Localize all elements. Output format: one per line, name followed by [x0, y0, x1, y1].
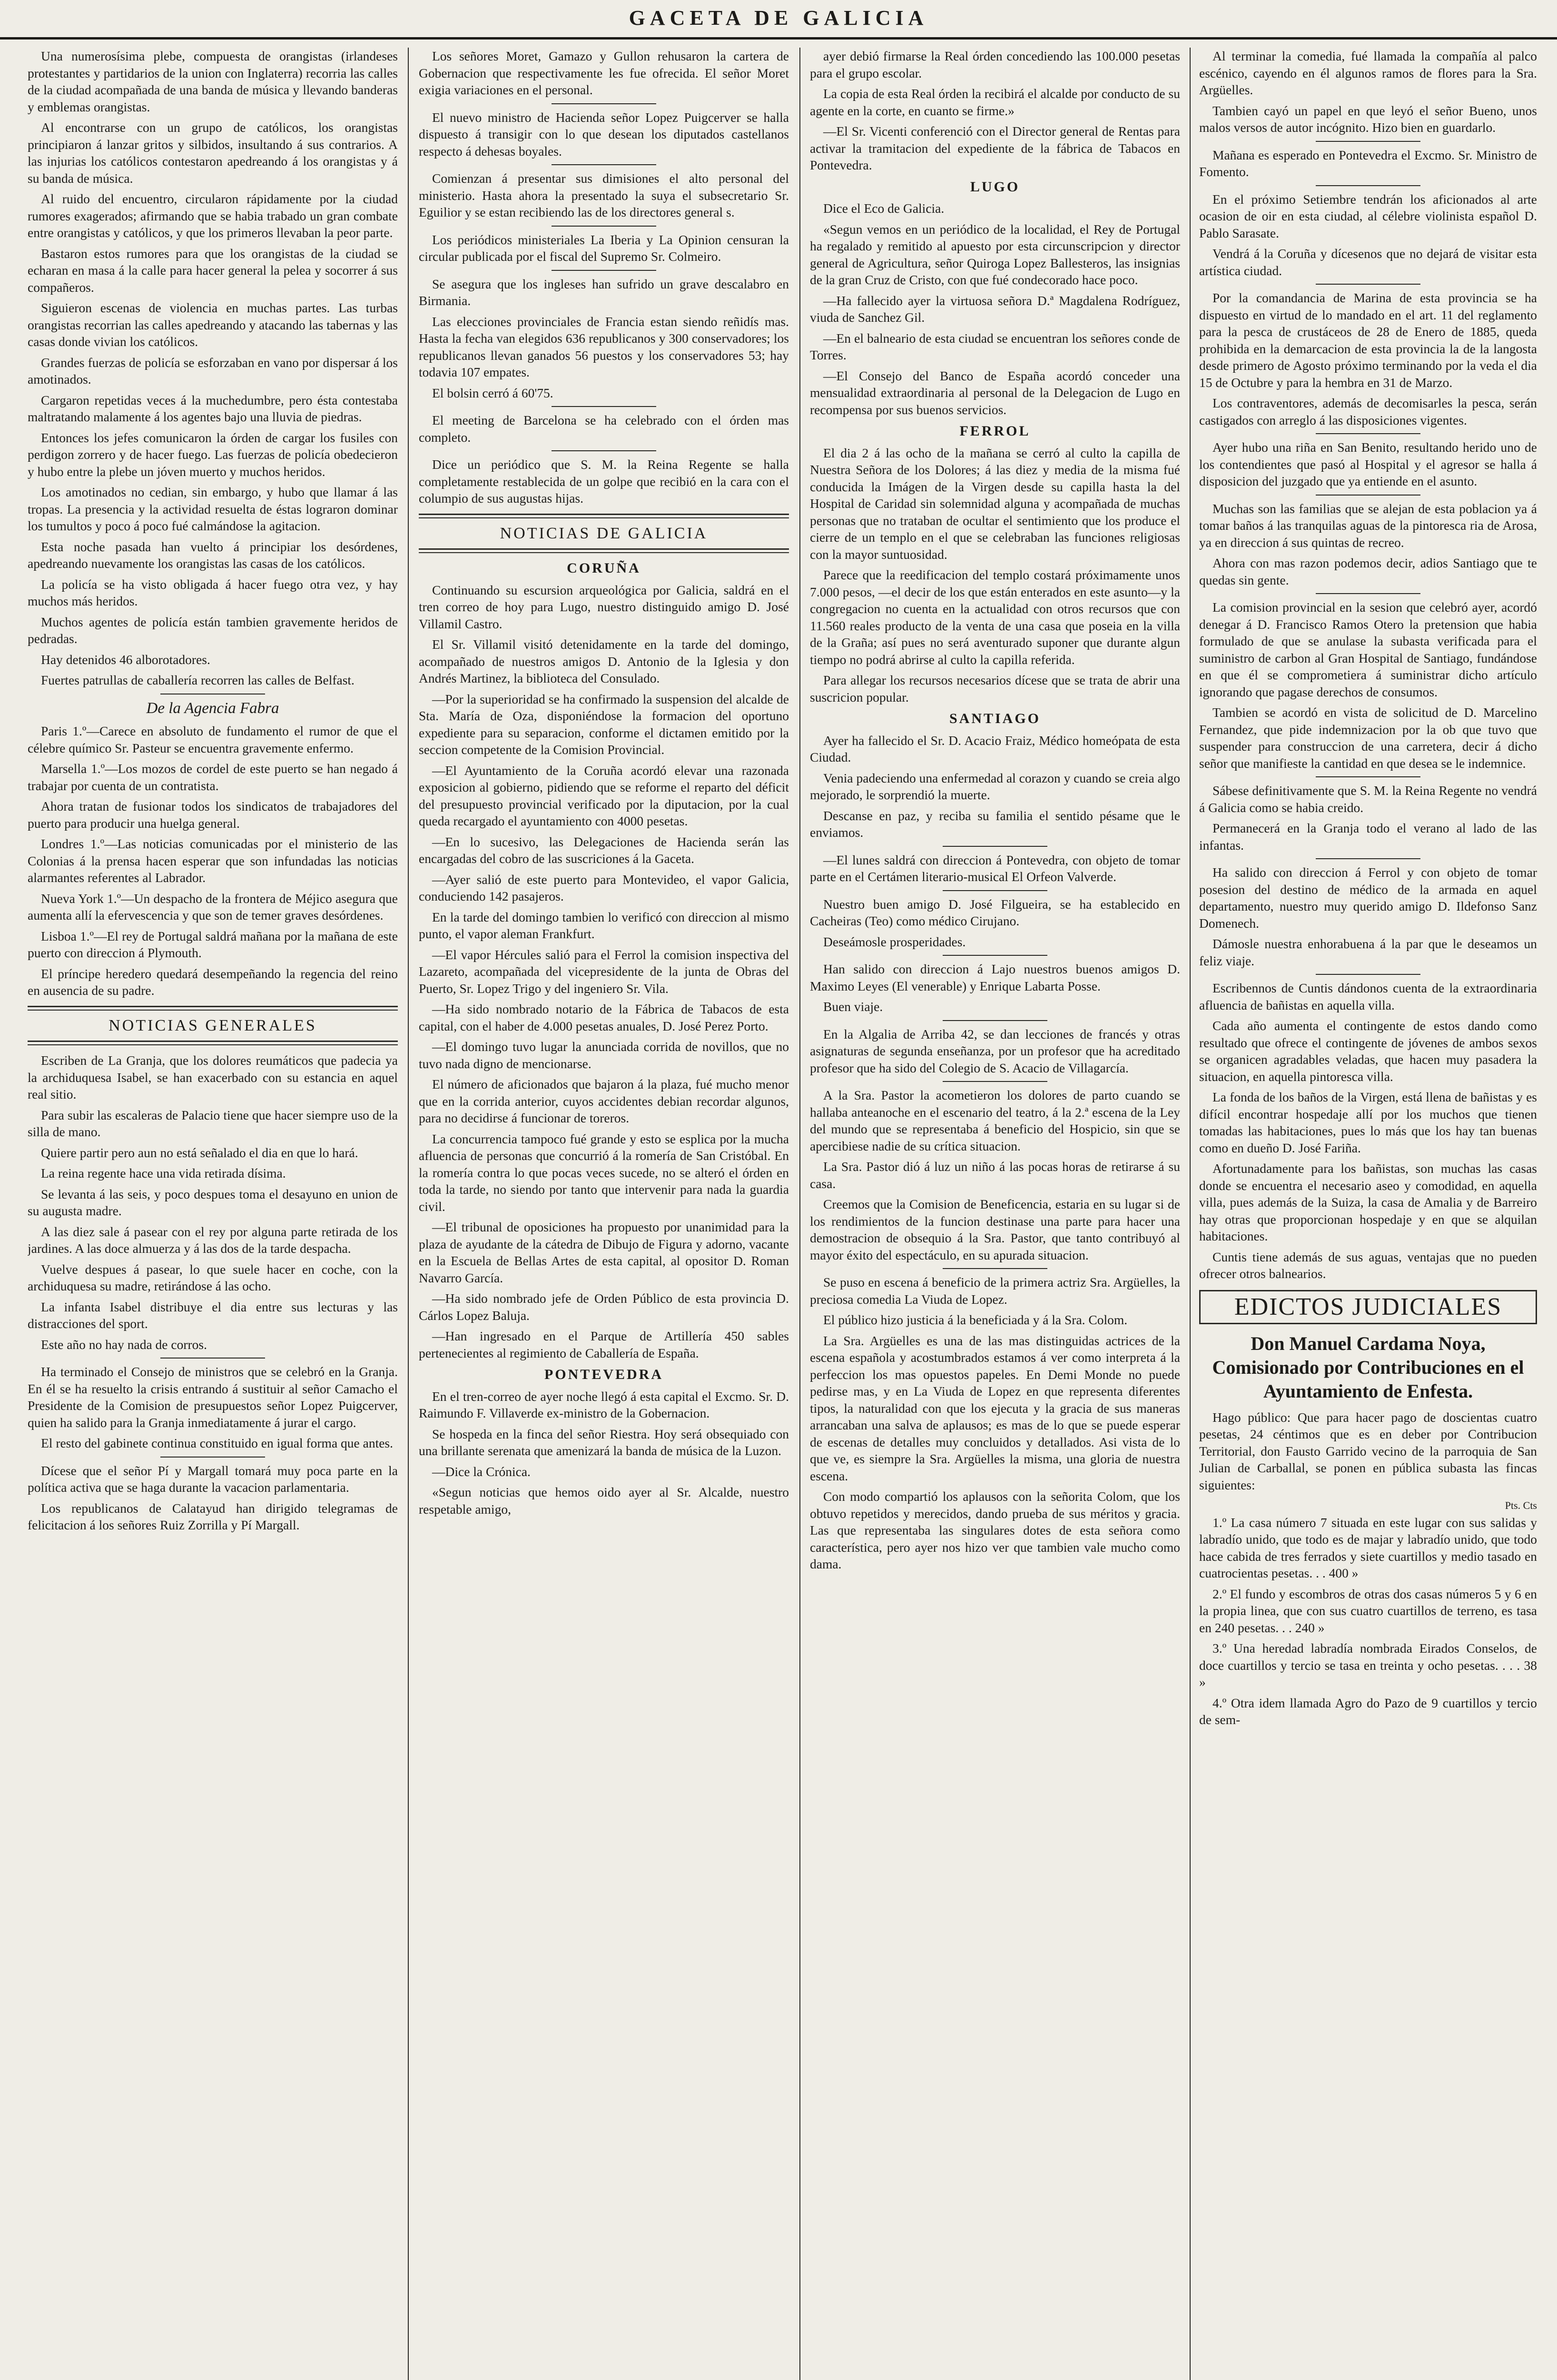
paragraph: Muchos agentes de policía están tambien gravemente heridos de pedradas. [28, 614, 398, 646]
paragraph: —Ha fallecido ayer la virtuosa señora D.ª Magdalena Rodríguez, viuda de Sanchez Gil. [810, 293, 1180, 325]
paragraph: En el tren-correo de ayer noche llegó á esta capital el Excmo. Sr. D. Raimundo F. Villaverde ex-ministro de la Gobernacion. [419, 1388, 789, 1420]
section-heading-santiago: SANTIAGO [949, 711, 1041, 726]
paragraph: Bastaron estos rumores para que los orangistas de la ciudad se echaran en masa á la calle para hacer general la pelea y socorrer á sus compañeros. [28, 246, 398, 295]
paragraph: Los republicanos de Calatayud han dirigido telegramas de felicitacion á los señores Ruiz Zorrilla y Pí Margall. [28, 1500, 398, 1532]
paragraph: Las elecciones provinciales de Francia estan siendo reñidís mas. Hasta la fecha van elegidos 636 republicanos y 300 conservadores; los republicanos llevan ganados 56 puestos y los conservadores 53; hay todavia 107 empates. [419, 314, 789, 379]
paragraph: Cargaron repetidas veces á la muchedumbre, pero ésta contestaba maltratando malamente á los agentes bajo una lluvia de piedras. [28, 392, 398, 424]
paragraph: Creemos que la Comision de Beneficencia, estaria en su lugar si de los rendimientos de la funcion destinase una parte para hacer una demostracion de obsequio á la Sra. Pastor, que tanto contribuyó al mayor éxito del espectáculo, en su apurada situacion. [810, 1197, 1180, 1262]
paragraph: Con modo compartió los aplausos con la señorita Colom, que los obtuvo repetidos y merecidos, dando prueba de sus méritos y gracia. Las que representaba las singulares dotes de esta señora como característica, pero ayer nos hizo ver que tambien vale mucho como dama. [810, 1489, 1180, 1571]
paragraph: —Ha sido nombrado notario de la Fábrica de Tabacos de esta capital, con el haber de 4.000 pesetas anuales, D. José Perez Porto. [419, 1002, 789, 1033]
list-item: 3.º Una heredad labradía nombrada Eirados Conselos, de doce cuartillos y tercio se tasa en treinta y ocho pesetas. . . . 38 » [1199, 1641, 1537, 1689]
paragraph: «Segun noticias que hemos oido ayer al Sr. Alcalde, nuestro respetable amigo, [419, 1485, 789, 1517]
paragraph: —El Consejo del Banco de España acordó conceder una mensualidad extraordinaria al personal de la Delegacion de Lugo en recompensa por sus buenos servicios. [810, 368, 1180, 417]
paragraph: Londres 1.º—Las noticias comunicadas por el ministerio de las Colonias á la prensa hacen esperar que son infundadas las noticias alarmantes referentes al Labrador. [28, 836, 398, 885]
paragraph: Descanse en paz, y reciba su familia el sentido pésame que le enviamos. [810, 808, 1180, 840]
section-divider [1316, 284, 1420, 285]
paragraph: La infanta Isabel distribuye el dia entre sus lecturas y las distracciones del sport. [28, 1299, 398, 1331]
notice-title: Don Manuel Cardama Noya, Comisionado por Contribuciones en el Ayuntamiento de Enfesta. [1212, 1332, 1524, 1402]
paragraph: El dia 2 á las ocho de la mañana se cerró al culto la capilla de Nuestra Señora de los Dolores; á las diez y media de la misma fué conducida la Imágen de la Virgen desde su capilla hasta la del Hospital de Caridad sin solemnidad alguna y acompañada de muchas personas que no trataban de ocultar el sentimiento que los produce el cierre de un templo en el que se celebraban las funciones religiosas con la mayor suntuosidad. [810, 445, 1180, 562]
paragraph: Muchas son las familias que se alejan de esta poblacion ya á tomar baños á las tranquilas aguas de la pintoresca ria de Arosa, ya en direccion á sus quintas de recreo. [1199, 501, 1537, 550]
paragraph: El público hizo justicia á la beneficiada y á la Sra. Colom. [823, 1312, 1128, 1327]
section-divider [552, 226, 656, 227]
paragraph: El Sr. Villamil visitó detenidamente en la tarde del domingo, acompañado de nuestros amigos D. Antonio de la Iglesia y don Andrés Martinez, la biblioteca del Consulado. [419, 637, 789, 685]
paragraph: Al terminar la comedia, fué llamada la compañía al palco escénico, cayendo en él algunos ramos de flores para la Sra. Argüelles. [1199, 49, 1537, 97]
paragraph: Los señores Moret, Gamazo y Gullon rehusaron la cartera de Gobernacion que respectivamente les fue ofrecida. El señor Moret exigia variaciones en el personal. [419, 49, 789, 97]
paragraph: «Segun vemos en un periódico de la localidad, el Rey de Portugal ha regalado y remitido al apuesto por esta circunscripcion y director general de Agricultura, señor Quiroga Lopez Ballesteros, las insignias de la gran Cruz de Cristo, con que fué condecorado hace poco. [810, 221, 1180, 287]
paragraph: Al encontrarse con un grupo de católicos, los orangistas principiaron á lanzar gritos y silbidos, insultando á sus contrarios. A las injurias los católicos contestaron apedreando á los orangistas y á su banda de música. [28, 120, 398, 186]
paragraph: Hago público: Que para hacer pago de doscientas cuatro pesetas, 24 céntimos que es en deber por Contribucion Territorial, don Fausto Garrido vecino de la parroquia de San Julian de Carballal, se ponen en pública subasta las fincas siguientes: [1199, 1409, 1537, 1492]
paragraph: Escriben de La Granja, que los dolores reumáticos que padecia ya la archiduquesa Isabel, se han exacerbado con su estancia en aquel real sitio. [28, 1053, 398, 1101]
paragraph: Vuelve despues á pasear, lo que suele hacer en coche, con la archiduquesa su madre, retirándose á las ocho. [28, 1261, 398, 1293]
paragraph: Se hospeda en la finca del señor Riestra. Hoy será obsequiado con una brillante serenata que amenizará la banda de música de la Luzon. [419, 1426, 789, 1458]
paragraph: Los amotinados no cedian, sin embargo, y hubo que llamar á las tropas. La presencia y la actividad resuelta de éstas lograron dominar los tumultos y poco á poco fué calmándose la agitacion. [28, 485, 398, 533]
section-heading-fabra: De la Agencia Fabra [146, 699, 279, 717]
list-item: 2.º El fundo y escombros de otras dos casas números 5 y 6 en la propia linea, que con sus cuatro cuartillos de terreno, es tasa en 240 pesetas. . . 240 » [1199, 1586, 1537, 1635]
paragraph: Se levanta á las seis, y poco despues toma el desayuno en union de su augusta madre. [28, 1186, 398, 1218]
paragraph: —El vapor Hércules salió para el Ferrol la comision inspectiva del Lazareto, acompañada del vicepresidente de la junta de Obras del Puerto, Sr. Lopez Trigo y del ingeniero Sr. Vila. [419, 947, 789, 996]
paragraph: Siguieron escenas de violencia en muchas partes. Las turbas orangistas recorrian las calles apedreando y atacando las tabernas y las casas donde vivian los católicos. [28, 300, 398, 349]
paragraph: —En el balneario de esta ciudad se encuentran los señores conde de Torres. [810, 330, 1180, 362]
paragraph: Mañana es esperado en Pontevedra el Excmo. Sr. Ministro de Fomento. [1199, 147, 1537, 179]
section-divider [419, 514, 789, 518]
paragraph: Buen viaje. [823, 999, 883, 1014]
paragraph: Fuertes patrullas de caballería recorren las calles de Belfast. [41, 673, 355, 687]
section-divider [28, 1041, 398, 1045]
paragraph: Por la comandancia de Marina de esta provincia se ha dispuesto en virtud de lo mandado en el art. 11 del reglamento para la pesca de crustáceos de 28 de Enero de 1885, queda prohibida en la demarcacion de esta provincia la de la langosta desde primero de Agosto próximo terminando por la veda el dia 15 de Octubre y para la hembra en 31 de Marzo. [1199, 290, 1537, 390]
section-heading-coruna: CORUÑA [567, 560, 641, 576]
paragraph: Nueva York 1.º—Un despacho de la frontera de Méjico asegura que aumenta allí la efervescencia y que son de temer graves desórdenes. [28, 891, 398, 922]
paragraph: Ayer ha fallecido el Sr. D. Acacio Fraiz, Médico homeópata de esta Ciudad. [810, 733, 1180, 764]
section-divider [943, 955, 1047, 956]
section-divider [419, 548, 789, 553]
section-heading-edictos: EDICTOS JUDICIALES [1199, 1290, 1537, 1324]
section-heading-generales: NOTICIAS GENERALES [108, 1016, 317, 1034]
paragraph: La policía se ha visto obligada á hacer fuego otra vez, y hay muchos más heridos. [28, 576, 398, 608]
paragraph: Nuestro buen amigo D. José Filgueira, se ha establecido en Cacheiras (Teo) como médico Cirujano. [810, 896, 1180, 928]
paragraph: Vendrá á la Coruña y dícesenos que no dejará de visitar esta artística ciudad. [1199, 246, 1537, 278]
paragraph: —El lunes saldrá con direccion á Pontevedra, con objeto de tomar parte en el Certámen literario-musical El Orfeon Valverde. [810, 852, 1180, 884]
paragraph: —Por la superioridad se ha confirmado la suspension del alcalde de Sta. María de Oza, disponiéndose la formacion del oportuno expediente para su separacion, conforme el dictamen emitido por la seccion competente de la Comision Provincial. [419, 691, 789, 757]
column-rule [799, 48, 800, 2380]
section-divider [1316, 495, 1420, 496]
paragraph: La Sra. Argüelles es una de las mas distinguidas actrices de la escena española y acostumbrados estamos á ver como interpreta á la perfeccion los mas opuestos papeles. En Demi Monde no puede pedirse mas, y en La Viuda de Lopez en que representa diferentes tipos, la naturalidad con que los ejecuta y la gracia de sus maneras arrancaban una salva de aplausos; es mas de lo que se puede esperar de escenas de detalles muy concluidos y detallados. Asi vista de lo que ve, es siempre la Sra. Argüelles la misma, una gloria de nuestra escena. [810, 1333, 1180, 1483]
paragraph: El meeting de Barcelona se ha celebrado con el órden mas completo. [419, 413, 789, 445]
section-divider [552, 270, 656, 271]
paragraph: A la Sra. Pastor la acometieron los dolores de parto cuando se hallaba anteanoche en el escenario del teatro, á la 2.ª escena de la Ley del mundo que se representaba á beneficio del Hospicio, sin que se apercibiese nadie de su crítica situacion. [810, 1088, 1180, 1153]
paragraph: Ayer hubo una riña en San Benito, resultando herido uno de los contendientes que pasó al Hospital y el agresor se halla á disposicion del juzgado que ya entiende en el asunto. [1199, 440, 1537, 488]
paragraph: Han salido con direccion á Lajo nuestros buenos amigos D. Maximo Leyes (El venerable) y Enrique Labarta Posse. [810, 962, 1180, 993]
paragraph: —Ha sido nombrado jefe de Orden Público de esta provincia D. Cárlos Lopez Baluja. [419, 1291, 789, 1323]
paragraph: Hay detenidos 46 alborotadores. [41, 652, 210, 667]
section-divider [552, 450, 656, 451]
section-heading-lugo: LUGO [970, 178, 1020, 195]
paragraph: Continuando su escursion arqueológica por Galicia, saldrá en el tren correo de hoy para Lugo, nuestro distinguido amigo D. José Villamil Castro. [419, 582, 789, 631]
paragraph: Tambien cayó un papel en que leyó el señor Bueno, unos malos versos de autor incógnito. Hizo bien en guardarlo. [1199, 103, 1537, 135]
paragraph: Ahora con mas razon podemos decir, adios Santiago que te quedas sin gente. [1199, 555, 1537, 587]
paragraph: Deseámosle prosperidades. [823, 934, 966, 949]
section-heading-pontevedra: PONTEVEDRA [544, 1367, 663, 1382]
paragraph: La Sra. Pastor dió á luz un niño á las pocas horas de retirarse á su casa. [810, 1159, 1180, 1191]
section-divider [1316, 974, 1420, 975]
paragraph: Dámosle nuestra enhorabuena á la par que le deseamos un feliz viaje. [1199, 936, 1537, 968]
column-3 [810, 48, 1180, 2380]
section-divider [552, 164, 656, 165]
column-2 [419, 48, 789, 2380]
paragraph: —Ayer salió de este puerto para Montevideo, el vapor Galicia, conduciendo 142 pasajeros. [419, 872, 789, 903]
paragraph: —En lo sucesivo, las Delegaciones de Hacienda serán las encargadas del cobro de las suscriciones á la Gaceta. [419, 834, 789, 866]
paragraph: Una numerosísima plebe, compuesta de orangistas (irlandeses protestantes y partidarios de la union con Inglaterra) recorria las calles de la ciudad acompañada de una banda de música y llevando banderas y emblemas orangistas. [28, 49, 398, 114]
paragraph: —Dice la Crónica. [432, 1464, 531, 1479]
paragraph: Cada año aumenta el contingente de estos dando como resultado que ofrece el contingente de jóvenes de ambos sexos se organicen agradables veladas, que hacen muy pasadera la situacion, en aquella pintoresca villa. [1199, 1018, 1537, 1084]
paragraph: Permanecerá en la Granja todo el verano al lado de las infantas. [1199, 821, 1537, 853]
section-divider [1316, 593, 1420, 594]
section-divider [943, 1081, 1047, 1082]
paragraph: Para subir las escaleras de Palacio tiene que hacer siempre uso de la silla de mano. [28, 1107, 398, 1139]
paragraph: La reina regente hace una vida retirada dísima. [41, 1166, 286, 1180]
paragraph: El nuevo ministro de Hacienda señor Lopez Puigcerver se halla dispuesto á transigir con lo que desean los diputados castellanos respecto á dehesas boyales. [419, 109, 789, 159]
paragraph: Tambien se acordó en vista de solicitud de D. Marcelino Fernandez, que pide indemnizacion por la ob que tuvo que suspender para construccion de una carretera, decir á dicho señor que manifieste la cantidad en que desea se le indemnice. [1199, 705, 1537, 771]
paragraph: Dícese que el señor Pí y Margall tomará muy poca parte en la política activa que se haga durante la vacacion parlamentaria. [28, 1463, 398, 1495]
masthead [0, 0, 1557, 40]
paragraph: La comision provincial en la sesion que celebró ayer, acordó denegar á D. Francisco Ramos Otero la pretension que habia formulado de que se anulase la subasta verificada para el suministro de carbon al Gran Hospital de Santiago, fundándose en que él se comprometiera á suministrar dicho artículo ignorando que pagase derechos de consumos. [1199, 600, 1537, 699]
paragraph: La concurrencia tampoco fué grande y esto se esplica por la mucha afluencia de personas que concurrió á la romería de San Cristóbal. En la romería contra lo que pocas veces sucede, no se alteró el órden en toda la tarde, no siendo por tanto que intervenir para nada la guardia civil. [419, 1131, 789, 1214]
paragraph: ayer debió firmarse la Real órden concediendo las 100.000 pesetas para el grupo escolar. [810, 49, 1180, 80]
paragraph: —Han ingresado en el Parque de Artillería 450 sables pertenecientes al regimiento de Caballería de España. [419, 1329, 789, 1360]
paragraph: Afortunadamente para los bañistas, son muchas las casas donde se encuentra el necesario aseo y comodidad, en aquella villa, pues además de la Suiza, la casa de Amalia y de Barreiro hay otras que proporcionan hospedaje y en que se alquilan habitaciones. [1199, 1161, 1537, 1243]
paragraph: A las diez sale á pasear con el rey por alguna parte retirada de los jardines. A las doce almuerza y á las dos de la tarde despacha. [28, 1224, 398, 1256]
paragraph: Ahora tratan de fusionar todos los sindicatos de trabajadores del puerto para producir una huelga general. [28, 799, 398, 831]
column-rule [408, 48, 409, 2380]
section-heading-galicia: NOTICIAS DE GALICIA [500, 524, 708, 542]
section-divider [552, 103, 656, 104]
section-divider [1316, 776, 1420, 777]
masthead-title: GACETA DE GALICIA [629, 6, 928, 30]
column-rule [1190, 48, 1191, 2380]
section-heading-ferrol: FERROL [959, 423, 1031, 439]
paragraph: En la tarde del domingo tambien lo verificó con direccion al mismo punto, el vapor aleman Frankfurt. [419, 909, 789, 941]
paragraph: Esta noche pasada han vuelto á principiar los desórdenes, apedreando nuevamente los orangistas las casas de los católicos. [28, 539, 398, 571]
section-divider [1316, 141, 1420, 142]
paragraph: Dice el Eco de Galicia. [823, 201, 945, 216]
list-item: 4.º Otra idem llamada Agro do Pazo de 9 cuartillos y tercio de sem- [1199, 1695, 1537, 1727]
section-divider [943, 890, 1047, 891]
paragraph: Al ruido del encuentro, circularon rápidamente por la ciudad rumores exagerados; afirmando que se habia trabado un gran combate entre orangistas y católicos, y que los primeros llevaban la peor parte. [28, 191, 398, 240]
section-divider [1316, 185, 1420, 186]
paragraph: Se puso en escena á beneficio de la primera actriz Sra. Argüelles, la preciosa comedia La Viuda de Lopez. [810, 1275, 1180, 1307]
section-divider [943, 846, 1047, 847]
paragraph: La copia de esta Real órden la recibirá el alcalde por conducto de su agente en la corte, en cuanto se firme.» [810, 86, 1180, 118]
paragraph: Grandes fuerzas de policía se esforzaban en vano por dispersar á los amotinados. [28, 355, 398, 387]
section-divider [1316, 858, 1420, 859]
paragraph: —El tribunal de oposiciones ha propuesto por unanimidad para la plaza de ayudante de la cátedra de Dibujo de Figura y adorno, vacante en la Escuela de Bellas Artes de esta capital, al opositor D. Roman Navarro García. [419, 1220, 789, 1285]
paragraph: El número de aficionados que bajaron á la plaza, fué mucho menor que en la corrida anterior, cuyos accidentes debian recordar algunos, para no decidirse á funcionar de toreros. [419, 1077, 789, 1125]
paragraph: En el próximo Setiembre tendrán los aficionados al arte ocasion de oir en esta ciudad, al célebre violinista español D. Pablo Sarasate. [1199, 191, 1537, 240]
paragraph: Los contraventores, además de decomisarles la pesca, serán castigados con arreglo á las disposiciones vigentes. [1199, 396, 1537, 427]
paragraph: Paris 1.º—Carece en absoluto de fundamento el rumor de que el célebre químico Sr. Pasteur se encuentra gravemente enfermo. [28, 724, 398, 755]
paragraph: Los periódicos ministeriales La Iberia y La Opinion censuran la circular publicada por el fiscal del Supremo Sr. Colmeiro. [419, 232, 789, 264]
paragraph: Se asegura que los ingleses han sufrido un grave descalabro en Birmania. [419, 276, 789, 308]
paragraph: El resto del gabinete continua constituido en igual forma que antes. [41, 1436, 393, 1450]
section-divider [943, 1268, 1047, 1269]
paragraph: Ha terminado el Consejo de ministros que se celebró en la Granja. En él se ha resuelto la crisis entrando á sustituir al señor Camacho el Presidente de la Comision de presupuestos señor Lopez Puigcerver, quien ha salido para la Granja inmediatamente á jurar el cargo. [28, 1364, 398, 1430]
paragraph: —El Sr. Vicenti conferenció con el Director general de Rentas para activar la tramitacion del expediente de la fábrica de Tabacos en Pontevedra. [810, 124, 1180, 172]
paragraph: Quiere partir pero aun no está señalado el dia en que lo hará. [41, 1145, 358, 1160]
list-item: 1.º La casa número 7 situada en este lugar con sus salidas y labradío unido, que todo es de majar y labradío unido, que todo hace cabida de tres ferrados y siete cuartillos y medio tasado en cuatrocientas pesetas. . . 400 » [1199, 1515, 1537, 1580]
section-divider [160, 1358, 265, 1359]
column-1 [28, 48, 398, 2380]
section-divider [28, 1006, 398, 1011]
paragraph: —El domingo tuvo lugar la anunciada corrida de novillos, que no tuvo nada digno de mencionarse. [419, 1039, 789, 1071]
paragraph: El príncipe heredero quedará desempeñando la regencia del reino en ausencia de su padre. [28, 966, 398, 998]
paragraph: Escribennos de Cuntis dándonos cuenta de la extraordinaria afluencia de bañistas en aquella villa. [1199, 981, 1537, 1012]
section-divider [1316, 433, 1420, 434]
column-4 [1199, 48, 1537, 2380]
paragraph: Para allegar los recursos necesarios dícese que se trata de abrir una suscricion popular. [810, 673, 1180, 704]
paragraph: Dice un periódico que S. M. la Reina Regente se halla completamente restablecida de un golpe que recibió en la cara con el columpio de sus augustas hijas. [419, 457, 789, 506]
paragraph: Este año no hay nada de corros. [41, 1337, 207, 1352]
paragraph: Comienzan á presentar sus dimisiones el alto personal del ministerio. Hasta ahora la presentado la suya el subsecretario Sr. Eguilior y se estan recibiendo las de los directores general s. [419, 171, 789, 219]
paragraph: Venia padeciendo una enfermedad al corazon y cuando se creia algo mejorado, le sorprendió la muerte. [810, 770, 1180, 802]
paragraph: Ha salido con direccion á Ferrol y con objeto de tomar posesion del destino de médico de la armada en aquel departamento, nuestro muy querido amigo D. Ildefonso Sanz Domenech. [1199, 865, 1537, 931]
paragraph: Cuntis tiene además de sus aguas, ventajas que no pueden ofrecer otros balnearios. [1199, 1249, 1537, 1281]
section-divider [160, 1457, 265, 1458]
paragraph: La fonda de los baños de la Virgen, está llena de bañistas y es difícil encontrar hospedaje allí por los muchos que tienen tomadas las habitaciones, pues lo más que los hay tan buenas como en dueño D. José Fariña. [1199, 1090, 1537, 1155]
section-divider [943, 1020, 1047, 1021]
paragraph: El bolsin cerró á 60'75. [432, 385, 553, 400]
paragraph: Marsella 1.º—Los mozos de cordel de este puerto se han negado á trabajar por cuenta de un contratista. [28, 761, 398, 793]
paragraph: Lisboa 1.º—El rey de Portugal saldrá mañana por la mañana de este puerto con direccion á Plymouth. [28, 928, 398, 960]
paragraph: Parece que la reedificacion del templo costará próximamente unos 7.000 pesos, —el decir de los que están enterados en este asunto—y la congregacion no cuenta en la actualidad con otros recursos que con 11.560 reales producto de la venta de una casa que poseia en la villa de la Graña; así pues no será aventurado suponer que durante algun tiempo no podrá abrirse al culto la capilla referida. [810, 567, 1180, 667]
paragraph: Entonces los jefes comunicaron la órden de cargar los fusiles con perdigon zorrero y de hacer fuego. Las fuerzas de policía obedecieron y hubo entre la plebe un jóven muerto y muchos heridos. [28, 430, 398, 479]
section-divider [552, 406, 656, 407]
price-column-header: Pts. Cts [1505, 1499, 1537, 1511]
paragraph: En la Algalia de Arriba 42, se dan lecciones de francés y otras asignaturas de segunda enseñanza, por un profesor que ha acreditado profesor que ha sido del Colegio de S. Acacio de Villagarcía. [810, 1026, 1180, 1075]
paragraph: Sábese definitivamente que S. M. la Reina Regente no vendrá á Galicia como se habia creido. [1199, 783, 1537, 815]
paragraph: —El Ayuntamiento de la Coruña acordó elevar una razonada exposicion al gobierno, pidiendo que se reforme el reparto del déficit del presupuesto provincial verificado por la diputacion, por la cual queda recargado el ayuntamiento con 4000 pesetas. [419, 763, 789, 828]
